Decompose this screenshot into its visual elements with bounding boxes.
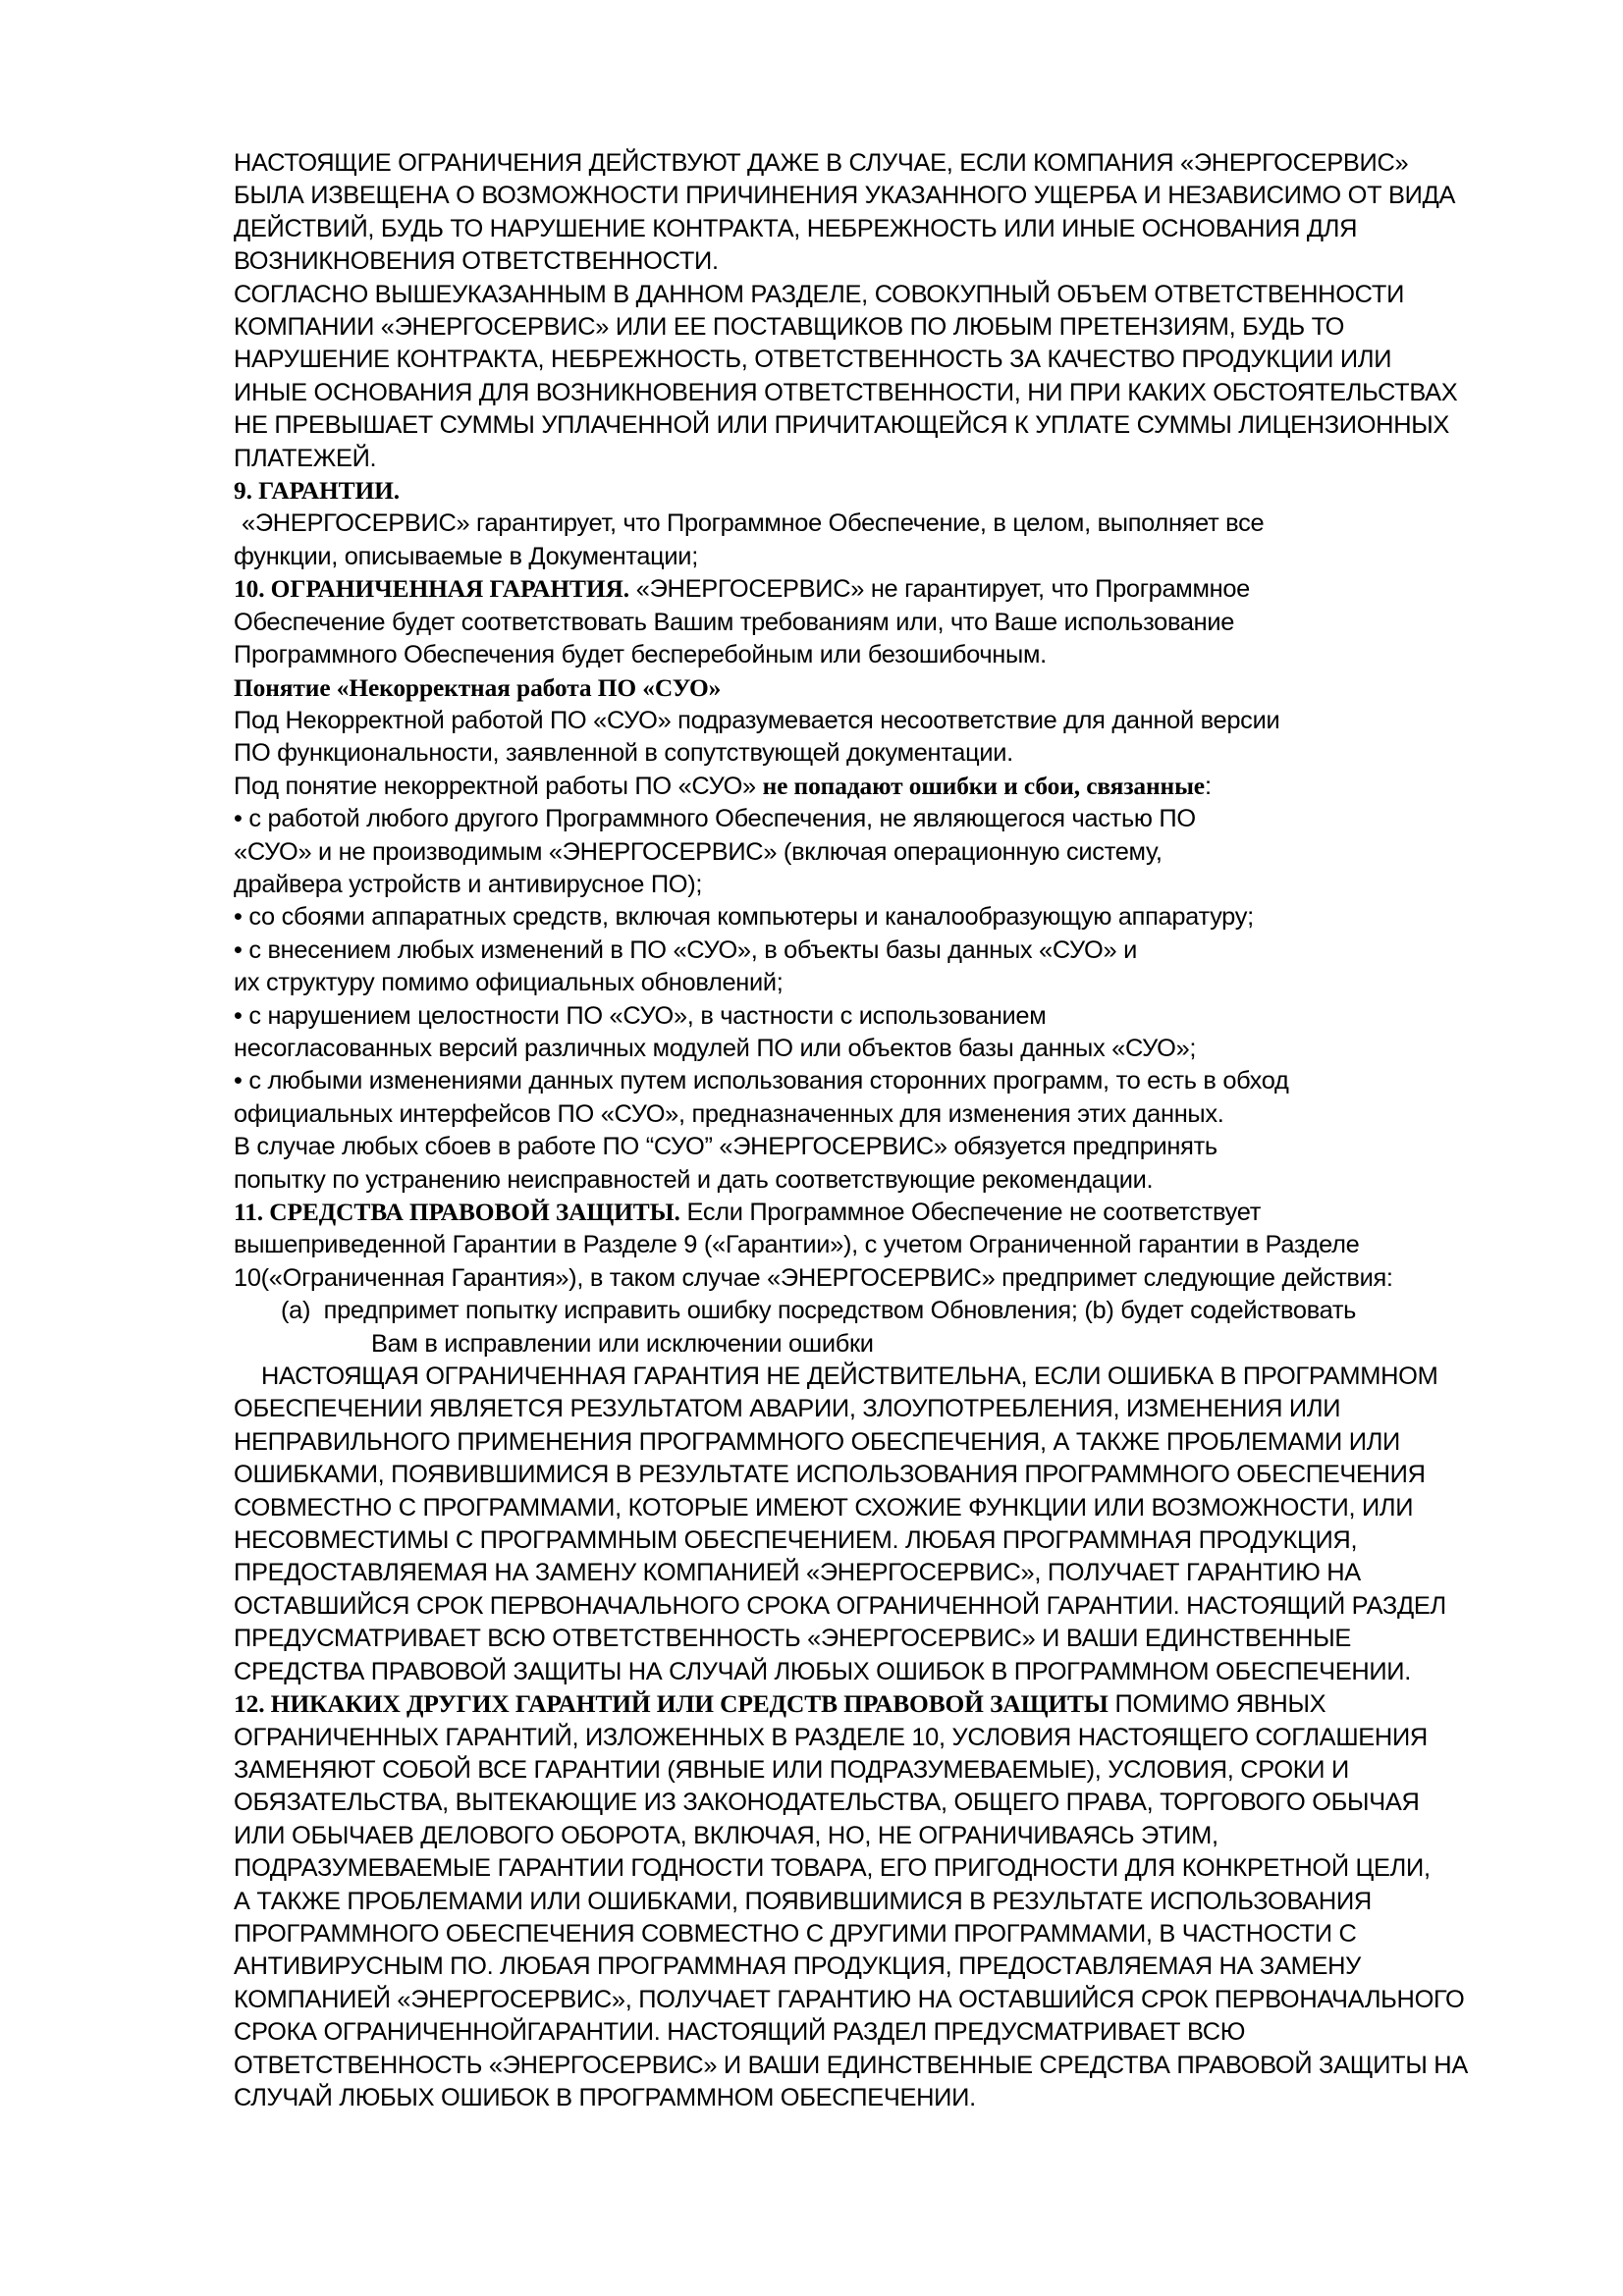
text-line bbox=[234, 1229, 1520, 1261]
text-line bbox=[234, 541, 1520, 573]
bold-text: 11. СРЕДСТВА ПРАВОВОЙ ЗАЩИТЫ. bbox=[234, 1199, 680, 1226]
line-text: драйвера устройств и антивирусное ПО); bbox=[234, 870, 703, 898]
bold-text: 10. ОГРАНИЧЕННАЯ ГАРАНТИЯ. bbox=[234, 575, 630, 604]
text-line bbox=[234, 803, 1520, 835]
text-line bbox=[234, 1426, 1520, 1459]
line-text: • со сбоями аппаратных средств, включая компьютеры и каналообразующую аппаратуру; bbox=[234, 903, 1254, 932]
line-text: НЕСОВМЕСТИМЫ С ПРОГРАММНЫМ ОБЕСПЕЧЕНИЕМ. ЛЮБАЯ ПРОГРАММНАЯ ПРОДУКЦИЯ, bbox=[234, 1526, 1358, 1555]
line-text: КОМПАНИИ «ЭНЕРГОСЕРВИС» ИЛИ ЕЕ ПОСТАВЩИКОВ ПО ЛЮБЫМ ПРЕТЕНЗИЯМ, БУДЬ ТО bbox=[234, 313, 1345, 342]
line-text: НАСТОЯЩИЕ ОГРАНИЧЕНИЯ ДЕЙСТВУЮТ ДАЖЕ В СЛУЧАЕ, ЕСЛИ КОМПАНИЯ «ЭНЕРГОСЕРВИС» bbox=[234, 149, 1409, 177]
text-line bbox=[234, 2082, 1520, 2114]
text-line bbox=[234, 2050, 1520, 2082]
line-text: Обеспечение будет соответствовать Вашим требованиям или, что Ваше использование bbox=[234, 608, 1235, 636]
text-line bbox=[234, 1492, 1520, 1524]
text-line bbox=[234, 409, 1520, 442]
line-text: • с работой любого другого Программного Обеспечения, не являющегося частью ПО bbox=[234, 805, 1196, 833]
text-line bbox=[234, 1000, 1520, 1033]
text-line bbox=[234, 901, 1520, 934]
text-line bbox=[234, 836, 1520, 869]
line-text: БЫЛА ИЗВЕЩЕНА О ВОЗМОЖНОСТИ ПРИЧИНЕНИЯ УКАЗАННОГО УЩЕРБА И НЕЗАВИСИМО ОТ ВИДА bbox=[234, 182, 1456, 210]
line-text: НАСТОЯЩАЯ ОГРАНИЧЕННАЯ ГАРАНТИЯ НЕ ДЕЙСТВИТЕЛЬНА, ЕСЛИ ОШИБКА В ПРОГРАММНОМ bbox=[261, 1362, 1438, 1391]
line-text: «СУО» и не производимым «ЭНЕРГОСЕРВИС» (включая операционную систему, bbox=[234, 837, 1163, 866]
line-text: А ТАКЖЕ ПРОБЛЕМАМИ ИЛИ ОШИБКАМИ, ПОЯВИВШИМИСЯ В РЕЗУЛЬТАТЕ ИСПОЛЬЗОВАНИЯ bbox=[234, 1887, 1372, 1915]
bold-text: не попадают ошибки и сбои, связанные bbox=[762, 772, 1205, 800]
bold-text: 9. ГАРАНТИИ. bbox=[234, 477, 401, 506]
text-line bbox=[234, 1262, 1520, 1295]
text-line bbox=[234, 934, 1520, 967]
text-line bbox=[234, 311, 1520, 344]
text-line bbox=[234, 1918, 1520, 1950]
text-line bbox=[234, 1164, 1520, 1197]
text-line bbox=[234, 377, 1520, 409]
line-text: СРОКА ОГРАНИЧЕННОЙГАРАНТИИ. НАСТОЯЩИЙ РАЗДЕЛ ПРЕДУСМАТРИВАЕТ ВСЮ bbox=[234, 2018, 1246, 2047]
line-text: СЛУЧАЙ ЛЮБЫХ ОШИБОК В ПРОГРАММНОМ ОБЕСПЕЧЕНИИ. bbox=[234, 2083, 976, 2111]
text-line bbox=[234, 1787, 1520, 1819]
line-text: ВОЗНИКНОВЕНИЯ ОТВЕТСТВЕННОСТИ. bbox=[234, 247, 719, 276]
line-text: ОШИБКАМИ, ПОЯВИВШИМИСЯ В РЕЗУЛЬТАТЕ ИСПОЛЬЗОВАНИЯ ПРОГРАММНОГО ОБЕСПЕЧЕНИЯ bbox=[234, 1461, 1426, 1489]
text-line bbox=[234, 475, 1520, 507]
line-text: вышеприведенной Гарантии в Разделе 9 («Гарантии»), с учетом Ограниченной гарантии в Разделе bbox=[234, 1231, 1360, 1259]
line-text: официальных интерфейсов ПО «СУО», предназначенных для изменения этих данных. bbox=[234, 1099, 1224, 1128]
text-line bbox=[234, 705, 1520, 737]
text-line bbox=[234, 1754, 1520, 1787]
text-line bbox=[234, 771, 1520, 803]
text-line bbox=[234, 737, 1520, 770]
line-text: СРЕДСТВА ПРАВОВОЙ ЗАЩИТЫ НА СЛУЧАЙ ЛЮБЫХ ОШИБОК В ПРОГРАММНОМ ОБЕСПЕЧЕНИИ. bbox=[234, 1657, 1412, 1685]
text-line bbox=[234, 1131, 1520, 1163]
line-text: Программного Обеспечения будет бесперебойным или безошибочным. bbox=[234, 641, 1047, 669]
text-line bbox=[234, 1328, 1520, 1361]
text-line bbox=[234, 1820, 1520, 1852]
line-text: Вам в исправлении или исключении ошибки bbox=[371, 1329, 874, 1358]
text-line bbox=[234, 1688, 1520, 1721]
line-text: ИНЫЕ ОСНОВАНИЯ ДЛЯ ВОЗНИКНОВЕНИЯ ОТВЕТСТВЕННОСТИ, НИ ПРИ КАКИХ ОБСТОЯТЕЛЬСТВАХ bbox=[234, 378, 1458, 406]
bold-text: Понятие «Некорректная работа ПО «СУО» bbox=[234, 673, 722, 702]
line-text: ИЛИ ОБЫЧАЕВ ДЕЛОВОГО ОБОРОТА, ВКЛЮЧАЯ, НО, НЕ ОГРАНИЧИВАЯСЬ ЭТИМ, bbox=[234, 1821, 1218, 1849]
line-text: (a) предпримет попытку исправить ошибку посредством Обновления; (b) будет содействовать bbox=[281, 1297, 1357, 1325]
line-text: ОБЯЗАТЕЛЬСТВА, ВЫТЕКАЮЩИЕ ИЗ ЗАКОНОДАТЕЛЬСТВА, ОБЩЕГО ПРАВА, ТОРГОВОГО ОБЫЧАЯ bbox=[234, 1789, 1420, 1817]
line-text: В случае любых сбоев в работе ПО “СУО” «ЭНЕРГОСЕРВИС» обязуется предпринять bbox=[234, 1133, 1217, 1161]
line-text: функции, описываемые в Документации; bbox=[234, 542, 698, 570]
text-line bbox=[234, 1393, 1520, 1425]
line-text: их структуру помимо официальных обновлений; bbox=[234, 969, 784, 997]
text-line bbox=[234, 1098, 1520, 1131]
line-text: : bbox=[1204, 772, 1212, 800]
line-text: ЗАМЕНЯЮТ СОБОЙ ВСЕ ГАРАНТИИ (ЯВНЫЕ ИЛИ ПОДРАЗУМЕВАЕМЫЕ), УСЛОВИЯ, СРОКИ И bbox=[234, 1755, 1349, 1784]
text-line bbox=[234, 1984, 1520, 2016]
text-line bbox=[234, 180, 1520, 212]
line-text: ОТВЕТСТВЕННОСТЬ «ЭНЕРГОСЕРВИС» И ВАШИ ЕДИНСТВЕННЫЕ СРЕДСТВА ПРАВОВОЙ ЗАЩИТЫ НА bbox=[234, 2051, 1468, 2079]
bold-text: 12. НИКАКИХ ДРУГИХ ГАРАНТИЙ ИЛИ СРЕДСТВ ПРАВОВОЙ ЗАЩИТЫ bbox=[234, 1690, 1109, 1719]
text-line bbox=[234, 1524, 1520, 1557]
line-text: ПЛАТЕЖЕЙ. bbox=[234, 444, 377, 472]
text-line bbox=[234, 147, 1520, 180]
text-line bbox=[234, 1950, 1520, 1983]
line-text: ПОДРАЗУМЕВАЕМЫЕ ГАРАНТИИ ГОДНОСТИ ТОВАРА, ЕГО ПРИГОДНОСТИ ДЛЯ КОНКРЕТНОЙ ЦЕЛИ, bbox=[234, 1854, 1431, 1883]
text-line bbox=[234, 1197, 1520, 1229]
line-text: «ЭНЕРГОСЕРВИС» не гарантирует, что Программное bbox=[629, 575, 1250, 604]
line-text: НАРУШЕНИЕ КОНТРАКТА, НЕБРЕЖНОСТЬ, ОТВЕТСТВЕННОСТЬ ЗА КАЧЕСТВО ПРОДУКЦИИ ИЛИ bbox=[234, 346, 1392, 374]
line-text: ОБЕСПЕЧЕНИИ ЯВЛЯЕТСЯ РЕЗУЛЬТАТОМ АВАРИИ, ЗЛОУПОТРЕБЛЕНИЯ, ИЗМЕНЕНИЯ ИЛИ bbox=[234, 1395, 1341, 1423]
text-line bbox=[234, 639, 1520, 671]
text-line bbox=[234, 1623, 1520, 1655]
line-text: ПОМИМО ЯВНЫХ bbox=[1108, 1690, 1326, 1719]
line-text: ОГРАНИЧЕННЫХ ГАРАНТИЙ, ИЗЛОЖЕННЫХ В РАЗДЕЛЕ 10, УСЛОВИЯ НАСТОЯЩЕГО СОГЛАШЕНИЯ bbox=[234, 1723, 1428, 1751]
line-text: • с нарушением целостности ПО «СУО», в частности с использованием bbox=[234, 1001, 1047, 1030]
line-text: НЕ ПРЕВЫШАЕТ СУММЫ УПЛАЧЕННОЙ ИЛИ ПРИЧИТАЮЩЕЙСЯ К УПЛАТЕ СУММЫ ЛИЦЕНЗИОННЫХ bbox=[234, 411, 1450, 440]
text-line bbox=[234, 1361, 1520, 1393]
text-line bbox=[234, 279, 1520, 311]
line-text: • с любыми изменениями данных путем использования сторонних программ, то есть в обход bbox=[234, 1067, 1289, 1095]
line-text: «ЭНЕРГОСЕРВИС» гарантирует, что Программное Обеспечение, в целом, выполняет все bbox=[242, 509, 1265, 538]
text-line bbox=[234, 1886, 1520, 1918]
line-text: КОМПАНИЕЙ «ЭНЕРГОСЕРВИС», ПОЛУЧАЕТ ГАРАНТИЮ НА ОСТАВШИЙСЯ СРОК ПЕРВОНАЧАЛЬНОГО bbox=[234, 1985, 1465, 2013]
line-text: ПРОГРАММНОГО ОБЕСПЕЧЕНИЯ СОВМЕСТНО С ДРУГИМИ ПРОГРАММАМИ, В ЧАСТНОСТИ С bbox=[234, 1919, 1357, 1948]
line-text: попытку по устранению неисправностей и дать соответствующие рекомендации. bbox=[234, 1165, 1154, 1194]
line-text: несогласованных версий различных модулей ПО или объектов базы данных «СУО»; bbox=[234, 1034, 1197, 1062]
line-text: ПРЕДОСТАВЛЯЕМАЯ НА ЗАМЕНУ КОМПАНИЕЙ «ЭНЕРГОСЕРВИС», ПОЛУЧАЕТ ГАРАНТИЮ НА bbox=[234, 1559, 1361, 1587]
line-text: СОГЛАСНО ВЫШЕУКАЗАННЫМ В ДАННОМ РАЗДЕЛЕ, СОВОКУПНЫЙ ОБЪЕМ ОТВЕТСТВЕННОСТИ bbox=[234, 280, 1405, 308]
document-page bbox=[234, 147, 1520, 2114]
text-line bbox=[234, 1852, 1520, 1885]
text-line bbox=[234, 1033, 1520, 1065]
text-line bbox=[234, 507, 1520, 540]
line-text: Если Программное Обеспечение не соответствует bbox=[679, 1199, 1262, 1226]
line-text: АНТИВИРУСНЫМ ПО. ЛЮБАЯ ПРОГРАММНАЯ ПРОДУКЦИЯ, ПРЕДОСТАВЛЯЕМАЯ НА ЗАМЕНУ bbox=[234, 1952, 1361, 1981]
text-line bbox=[234, 2016, 1520, 2049]
text-line bbox=[234, 1590, 1520, 1623]
line-text: ПРЕДУСМАТРИВАЕТ ВСЮ ОТВЕТСТВЕННОСТЬ «ЭНЕРГОСЕРВИС» И ВАШИ ЕДИНСТВЕННЫЕ bbox=[234, 1625, 1352, 1653]
text-line bbox=[234, 1295, 1520, 1327]
text-line bbox=[234, 1459, 1520, 1491]
text-line bbox=[234, 869, 1520, 901]
text-line bbox=[234, 967, 1520, 999]
text-line bbox=[234, 1557, 1520, 1589]
line-text: НЕПРАВИЛЬНОГО ПРИМЕНЕНИЯ ПРОГРАММНОГО ОБЕСПЕЧЕНИЯ, А ТАКЖЕ ПРОБЛЕМАМИ ИЛИ bbox=[234, 1427, 1401, 1456]
line-text: ОСТАВШИЙСЯ СРОК ПЕРВОНАЧАЛЬНОГО СРОКА ОГРАНИЧЕННОЙ ГАРАНТИИ. НАСТОЯЩИЙ РАЗДЕЛ bbox=[234, 1591, 1446, 1620]
line-text: Под Некорректной работой ПО «СУО» подразумевается несоответствие для данной версии bbox=[234, 706, 1280, 734]
line-text: 10(«Ограниченная Гарантия»), в таком случае «ЭНЕРГОСЕРВИС» предпримет следующие действия: bbox=[234, 1263, 1393, 1292]
line-text: ПО функциональности, заявленной в сопутствующей документации. bbox=[234, 739, 1013, 768]
text-line bbox=[234, 607, 1520, 639]
line-text: ДЕЙСТВИЙ, БУДЬ ТО НАРУШЕНИЕ КОНТРАКТА, НЕБРЕЖНОСТЬ ИЛИ ИНЫЕ ОСНОВАНИЯ ДЛЯ bbox=[234, 214, 1358, 242]
text-line bbox=[234, 1656, 1520, 1688]
text-line bbox=[234, 443, 1520, 475]
line-text: • с внесением любых изменений в ПО «СУО», в объекты базы данных «СУО» и bbox=[234, 935, 1137, 964]
text-line bbox=[234, 573, 1520, 606]
text-line bbox=[234, 1065, 1520, 1097]
line-text: Под понятие некорректной работы ПО «СУО» bbox=[234, 772, 763, 800]
text-line bbox=[234, 344, 1520, 376]
text-line bbox=[234, 213, 1520, 245]
text-line bbox=[234, 245, 1520, 278]
text-line bbox=[234, 1722, 1520, 1754]
line-text: СОВМЕСТНО С ПРОГРАММАМИ, КОТОРЫЕ ИМЕЮТ СХОЖИЕ ФУНКЦИИ ИЛИ ВОЗМОЖНОСТИ, ИЛИ bbox=[234, 1493, 1414, 1522]
text-line bbox=[234, 672, 1520, 705]
